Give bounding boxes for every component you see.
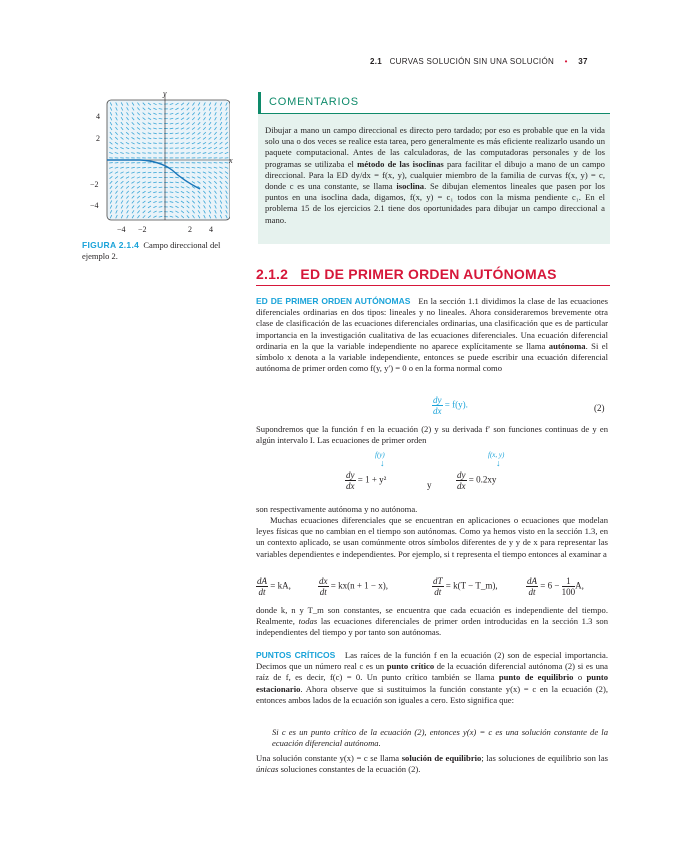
eq-denominator: dt (319, 587, 327, 597)
eq-rhs: = f(y). (444, 399, 468, 410)
running-header (370, 57, 588, 66)
italic-term: todas (298, 616, 318, 627)
y-tick: −2 (90, 180, 99, 189)
direction-field-figure (100, 95, 230, 225)
eq-rhs: = kA, (270, 580, 291, 591)
paragraph-text: donde k, n y T_m son constantes, se encuentra que cada ecuación es independiente del tiempo. Realmente, (256, 605, 608, 627)
eq-numerator: dy (346, 470, 355, 480)
eq-denominator: 100 (561, 587, 576, 597)
paragraph-text: las ecuaciones diferenciales de primer orden introducidas en la sección 1.3 son independientes del tiempo y por tanto son autónomas. (256, 616, 609, 638)
paragraph-text: Las raíces de la función f en la ecuación (2) son de especial importancia. Decimos que un número real c es un (256, 650, 611, 672)
bold-term: punto crítico (386, 661, 435, 672)
equation-tag: (2) (594, 403, 605, 413)
field-segment (142, 167, 146, 168)
bold-term: solución de equilibrio (401, 753, 482, 763)
arrow-down: ↓ (496, 458, 501, 468)
x-tick: 4 (209, 225, 213, 234)
figure-caption-text: Campo direccional del ejemplo 2. (82, 240, 221, 261)
eq-tail: A, (575, 580, 584, 591)
bold-term: autónoma (548, 340, 586, 351)
x-tick: −2 (138, 225, 147, 234)
paragraph-text: Una solución constante y(x) = c se llama (256, 753, 402, 763)
comments-text (265, 125, 605, 226)
eq-denominator: dt (528, 587, 536, 597)
equation-logistic (318, 576, 388, 597)
comments-header (258, 92, 610, 114)
eq-numerator: dA (257, 576, 267, 586)
eq-numerator: dy (457, 470, 466, 480)
bold-term: punto de equilibrio (498, 672, 574, 683)
figure-caption (82, 240, 232, 262)
field-segment (159, 123, 163, 124)
eq-numerator: dx (319, 576, 328, 586)
paragraph-text: ; las soluciones de equilibrio son las (481, 753, 608, 763)
eq-numerator: 1 (562, 576, 576, 587)
example-nonautonomous (456, 470, 496, 491)
bold-term: punto estacionario (256, 672, 609, 694)
eq-rhs: = k(T − T_m), (445, 580, 498, 591)
field-segment (186, 153, 190, 154)
field-segment (225, 163, 229, 164)
paragraph-text: En la sección 1.1 dividimos la clase de las ecuaciones diferenciales ordinarias en dos tipos: lineales y no lineales. Ahora consideraremos brevemente otra clase de clasificación de las ecuaciones diferenciales ordinarias, una clasificación que es de particular importancia en la investigación cualitativa de las ecuaciones diferenciales. Una ecuación diferencial ordinaria en la que la variable independiente no aparece explícitamente se llama (256, 296, 611, 351)
paragraph-autonomous (256, 296, 611, 374)
paragraph-lead: PUNTOS CRÍTICOS (256, 650, 336, 660)
annotation-fxy: f(x, y) (488, 451, 505, 459)
eq-rhs: = 0.2xy (468, 474, 497, 485)
eq-denominator: dx (346, 481, 355, 491)
eq-denominator: dx (457, 481, 466, 491)
arrow-down: ↓ (380, 458, 385, 468)
eq-rhs: = kx(n + 1 − x), (330, 580, 388, 591)
example-autonomous (345, 470, 386, 491)
annotation-fy: f(y) (375, 451, 385, 459)
header-bullet: • (564, 57, 568, 66)
paragraph-text: soluciones constantes de la ecuación (2). (278, 764, 421, 775)
comments-title: COMENTARIOS (269, 96, 359, 108)
field-segment (159, 197, 163, 198)
equation-growth (256, 576, 291, 597)
eq-numerator: dA (527, 576, 537, 586)
eq-denominator: dt (434, 587, 442, 597)
paragraph-applications: Muchas ecuaciones diferenciales que se encuentran en aplicaciones o ecuaciones que modelan leyes físicas que no cambian en el tiempo son autónomas. Como ya hemos visto en la sección 1.3, en un contexto aplicado, se usan comúnmente otros símbolos diferentes de y y de x para representar las variables dependientes e independientes. Por ejemplo, si t representa el tiempo entonces al examinar a (256, 515, 608, 559)
x-tick: −4 (117, 225, 126, 234)
field-segment (153, 143, 157, 144)
y-tick: −4 (90, 201, 99, 210)
section-heading: 2.1.2 ED DE PRIMER ORDEN AUTÓNOMAS (256, 266, 557, 282)
paragraph-assume: Supondremos que la función f en la ecuación (2) y su derivada f′ son funciones continuas de y en algún intervalo I. Las ecuaciones de primer orden (256, 424, 608, 446)
comments-bold-term: isoclina (396, 181, 425, 192)
header-section: 2.1 (370, 57, 383, 66)
paragraph-constants (256, 605, 608, 639)
paragraph-text: de la ecuación diferencial autónoma (2) si es una raíz de f, es decir, f(c) = 0. Un punto crítico también se llama (256, 661, 608, 683)
paragraph-respectively: son respectivamente autónoma y no autónoma. (256, 504, 418, 514)
y-axis-label: y (163, 89, 167, 98)
heading-rule (256, 285, 610, 286)
paragraph-equilibrium (256, 753, 608, 775)
field-segment (153, 177, 157, 178)
equation-2 (432, 395, 468, 416)
eq-denominator: dt (258, 587, 266, 597)
paragraph-text: . Ahora observe que si sustituimos la función constante y(x) = c en la ecuación (2), entonces ambos lados de la ecuación son iguales a cero. Esto significa que: (256, 683, 608, 705)
eq-rhs: = 1 + y² (357, 474, 387, 485)
field-segment (170, 133, 174, 134)
comments-text-part: . Se dibujan elementos lineales que pasen por los puntos en una isoclina dada, digamos, f(x, y) = c₁ todos con la misma pendiente c₁. En el problema 15 de los ejercicios 2.1 tiene dos oportunidades para dibujar un campo direccional a mano. (265, 181, 605, 225)
equation-mixture (526, 576, 584, 597)
y-tick: 2 (96, 134, 100, 143)
comments-text-part: para facilitar el dibujo a mano de un campo direccional. Para la ED dy/dx = f(x, y), cualquier miembro de la familia de curvas f(x, y) = c, donde c es una constante, se llama (265, 158, 605, 192)
eq-denominator: dx (433, 406, 442, 416)
italic-term: únicas (256, 764, 279, 775)
eq-numerator: dy (433, 395, 442, 405)
x-axis-label: x (229, 156, 233, 165)
paragraph-text: o (573, 672, 587, 683)
comments-bold-term: método de las isoclinas (357, 158, 444, 169)
equation-cooling (432, 576, 498, 597)
eq-numerator: dT (433, 576, 443, 586)
eq-rhs: = 6 − (540, 580, 560, 591)
paragraph-text: . Si el símbolo x denota a la variable independiente, entonces se puede escribir una ecuación diferencial autónoma de primer orden como f(y, y′) = 0 o en la forma normal como (256, 340, 608, 374)
comments-text-part: Dibujar a mano un campo direccional es directo pero tardado; por eso es probable que en la vida solo una o dos veces se realice esta tarea, pero generalmente es más eficiente realizarlo usando un paquete computacional. Antes de las calculadoras, de las computadoras personales y de los programas se utilizaba el (265, 125, 605, 169)
field-segment (186, 167, 190, 168)
x-tick: 2 (188, 225, 192, 234)
page-number: 37 (578, 57, 588, 66)
figure-label: FIGURA 2.1.4 (82, 240, 140, 250)
conjunction: y (427, 480, 432, 490)
paragraph-lead: ED DE PRIMER ORDEN AUTÓNOMAS (256, 296, 411, 306)
field-segment (170, 187, 174, 188)
header-title: CURVAS SOLUCIÓN SIN UNA SOLUCIÓN (389, 57, 555, 66)
paragraph-critical-points (256, 650, 611, 706)
theorem-quote: Si c es un punto crítico de la ecuación (2), entonces y(x) = c es una solución constante de la ecuación diferencial autónoma. (272, 727, 608, 749)
y-tick: 4 (96, 112, 100, 121)
